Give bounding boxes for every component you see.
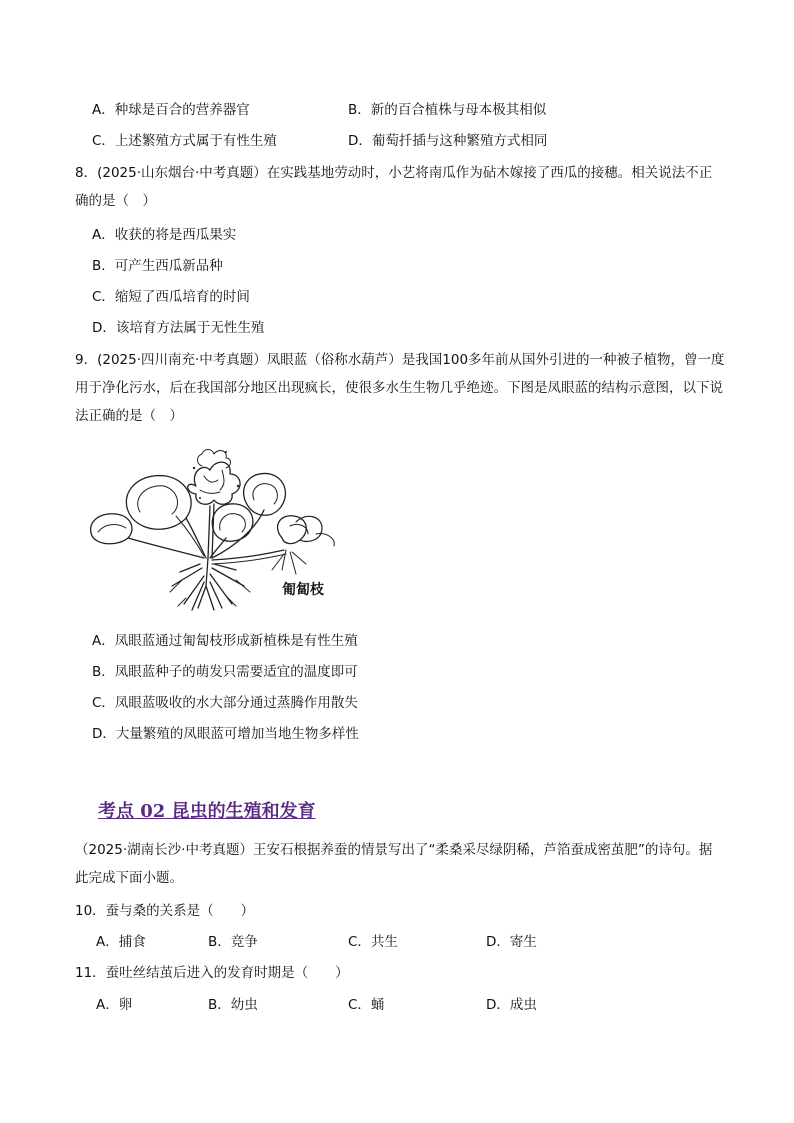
q11-option-d: D．成虫	[486, 997, 537, 1013]
q10-option-d: D．寄生	[486, 934, 537, 950]
q10-option-b: B．竞争	[208, 934, 258, 950]
q9-option-d: D．大量繁殖的凤眼蓝可增加当地生物多样性	[92, 726, 359, 742]
q11-option-a: A．卵	[96, 997, 133, 1013]
section-heading: 考点 02 昆虫的生殖和发育	[98, 801, 316, 822]
q7-option-d: D．葡萄扦插与这种繁殖方式相同	[348, 133, 548, 149]
q7-option-b: B．新的百合植株与母本极其相似	[348, 102, 547, 118]
q10-option-a: A．捕食	[96, 934, 146, 950]
passage-intro: （2025·湖南长沙·中考真题）王安石根据养蚕的情景写出了“柔桑采尽绿阴稀，芦箔蚕成密茧肥”的诗句。据此完成下面小题。	[75, 842, 713, 886]
q9-option-a: A．凤眼蓝通过匍匐枝形成新植株是有性生殖	[92, 633, 358, 649]
q11-option-b: B．幼虫	[208, 997, 258, 1013]
q11-option-c: C．蛹	[348, 997, 385, 1013]
q8-option-a: A．收获的将是西瓜果实	[92, 227, 237, 243]
q10-stem: 10．蚕与桑的关系是（ ）	[75, 903, 255, 919]
q7-option-a: A．种球是百合的营养器官	[92, 102, 250, 118]
q8-option-c: C．缩短了西瓜培育的时间	[92, 289, 250, 305]
q8-stem: 8．(2025·山东烟台·中考真题）在实践基地劳动时，小艺将南瓜作为砧木嫁接了西瓜的接穗。相关说法不正确的是（ ）	[75, 165, 713, 209]
q10-option-c: C．共生	[348, 934, 398, 950]
q7-option-c: C．上述繁殖方式属于有性生殖	[92, 133, 277, 149]
q9-option-b: B．凤眼蓝种子的萌发只需要适宜的温度即可	[92, 664, 358, 680]
q11-stem: 11．蚕吐丝结茧后进入的发育时期是（ ）	[75, 965, 349, 981]
q9-stem: 9．(2025·四川南充·中考真题）凤眼蓝（俗称水葫芦）是我国100多年前从国外引进的一种被子植物，曾一度用于净化污水，后在我国部分地区出现疯长，使很多水生生物几乎绝迹。下图是凤眼蓝的结构示意图，以下说法正确的是（ ）	[75, 352, 725, 424]
figure-label-stolon: 匍匐枝	[282, 582, 324, 598]
q8-option-b: B．可产生西瓜新品种	[92, 258, 223, 274]
q8-option-d: D．该培育方法属于无性生殖	[92, 320, 265, 336]
q9-option-c: C．凤眼蓝吸收的水大部分通过蒸腾作用散失	[92, 695, 358, 711]
